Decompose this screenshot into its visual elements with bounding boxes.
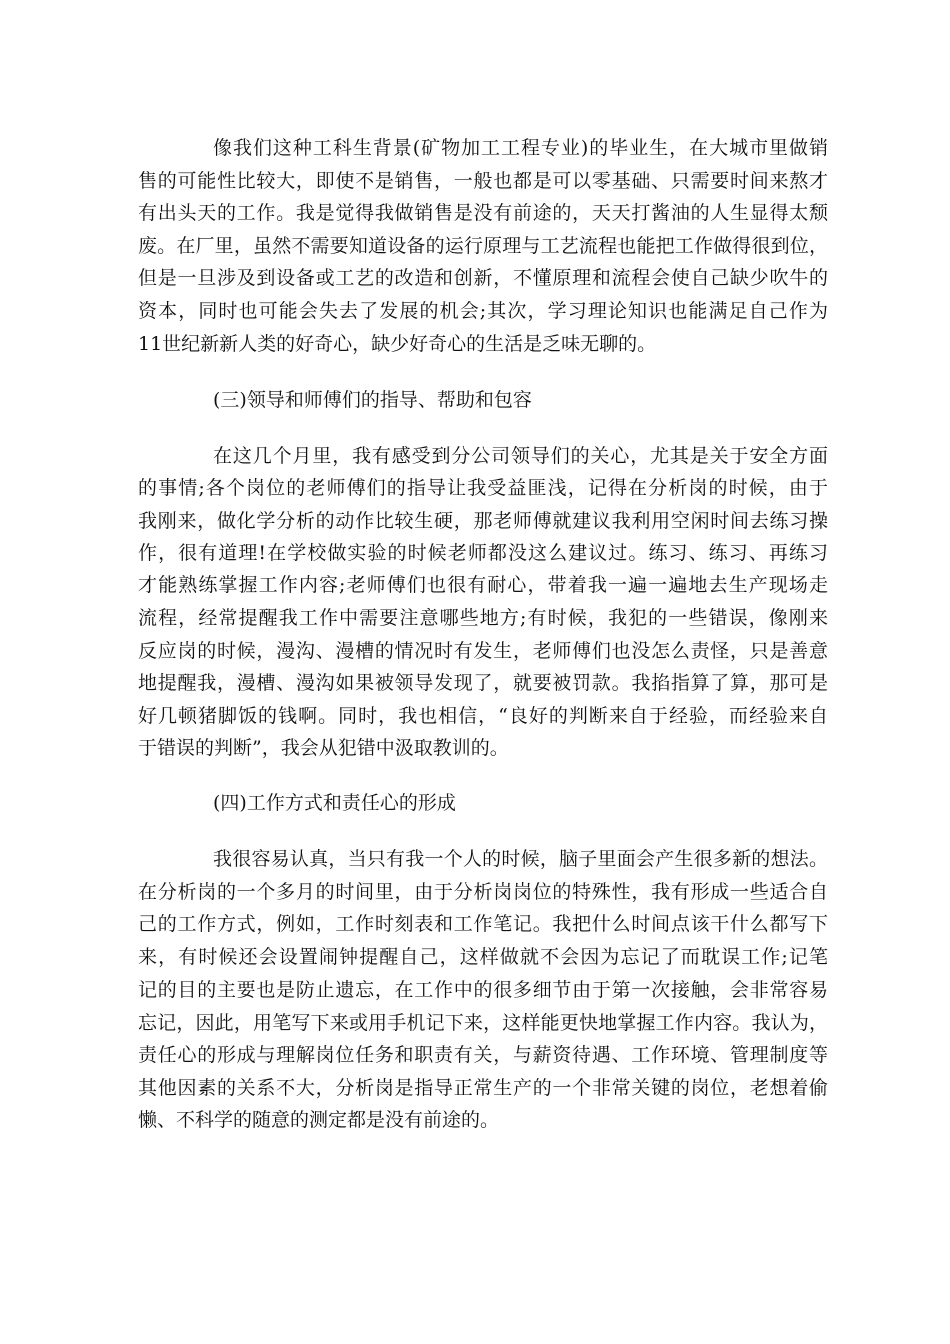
paragraph-2-line-2: 的事情;各个岗位的老师傅们的指导让我受益匪浅，记得在分析岗的时候，由于: [138, 477, 828, 499]
paragraph-2-line-7: 反应岗的时候，漫沟、漫槽的情况时有发生，老师傅们也没怎么责怪，只是善意: [138, 640, 828, 662]
paragraph-3-line-7: 责任心的形成与理解岗位任务和职责有关，与薪资待遇、工作环境、管理制度等: [138, 1044, 828, 1066]
paragraph-3-line-3: 己的工作方式，例如，工作时刻表和工作笔记。我把什么时间点该干什么都写下: [138, 913, 828, 935]
paragraph-2-line-6: 流程，经常提醒我工作中需要注意哪些地方;有时候，我犯的一些错误，像刚来: [138, 607, 828, 629]
paragraph-3-line-4: 来，有时候还会设置闹钟提醒自己，这样做就不会因为忘记了而耽误工作;记笔: [138, 946, 828, 968]
paragraph-1-line-1: 像我们这种工科生背景(矿物加工工程专业)的毕业生，在大城市里做销: [213, 137, 828, 159]
paragraph-3-line-1: 我很容易认真，当只有我一个人的时候，脑子里面会产生很多新的想法。: [213, 848, 828, 870]
section-heading-3: (三)领导和师傅们的指导、帮助和包容: [213, 389, 532, 411]
paragraph-1-line-7: 11世纪新新人类的好奇心，缺少好奇心的生活是乏味无聊的。: [138, 333, 657, 355]
paragraph-2-line-3: 我刚来，做化学分析的动作比较生硬，那老师傅就建议我利用空闲时间去练习操: [138, 510, 828, 532]
paragraph-2-line-4: 作，很有道理!在学校做实验的时候老师都没这么建议过。练习、练习、再练习: [138, 542, 828, 564]
paragraph-3-line-2: 在分析岗的一个多月的时间里，由于分析岗岗位的特殊性，我有形成一些适合自: [138, 881, 828, 903]
paragraph-1-line-4: 废。在厂里，虽然不需要知道设备的运行原理与工艺流程也能把工作做得很到位，: [138, 235, 828, 257]
paragraph-3-line-8: 其他因素的关系不大，分析岗是指导正常生产的一个非常关键的岗位，老想着偷: [138, 1077, 828, 1099]
paragraph-2-line-5: 才能熟练掌握工作内容;老师傅们也很有耐心，带着我一遍一遍地去生产现场走: [138, 574, 828, 596]
paragraph-2-line-1: 在这几个月里，我有感受到分公司领导们的关心，尤其是关于安全方面: [213, 445, 828, 467]
paragraph-3-line-9: 懒、不科学的随意的测定都是没有前途的。: [138, 1109, 500, 1131]
paragraph-1-line-6: 资本，同时也可能会失去了发展的机会;其次，学习理论知识也能满足自己作为: [138, 300, 828, 322]
paragraph-3-line-5: 记的目的主要也是防止遗忘，在工作中的很多细节由于第一次接触，会非常容易: [138, 979, 828, 1001]
paragraph-1-line-2: 售的可能性比较大，即使不是销售，一般也都是可以零基础、只需要时间来熬才: [138, 170, 828, 192]
paragraph-3-line-6: 忘记，因此，用笔写下来或用手机记下来，这样能更快地掌握工作内容。我认为，: [138, 1012, 828, 1034]
section-heading-4: (四)工作方式和责任心的形成: [213, 792, 456, 814]
paragraph-2-line-9: 好几顿猪脚饭的钱啊。同时，我也相信，“良好的判断来自于经验，而经验来自: [138, 705, 828, 727]
paragraph-2-line-8: 地提醒我，漫槽、漫沟如果被领导发现了，就要被罚款。我掐指算了算，那可是: [138, 672, 828, 694]
paragraph-1-line-5: 但是一旦涉及到设备或工艺的改造和创新，不懂原理和流程会使自己缺少吹牛的: [138, 267, 828, 289]
paragraph-2-line-10: 于错误的判断”，我会从犯错中汲取教训的。: [138, 737, 509, 759]
paragraph-1-line-3: 有出头天的工作。我是觉得我做销售是没有前途的，天天打酱油的人生显得太颓: [138, 202, 828, 224]
